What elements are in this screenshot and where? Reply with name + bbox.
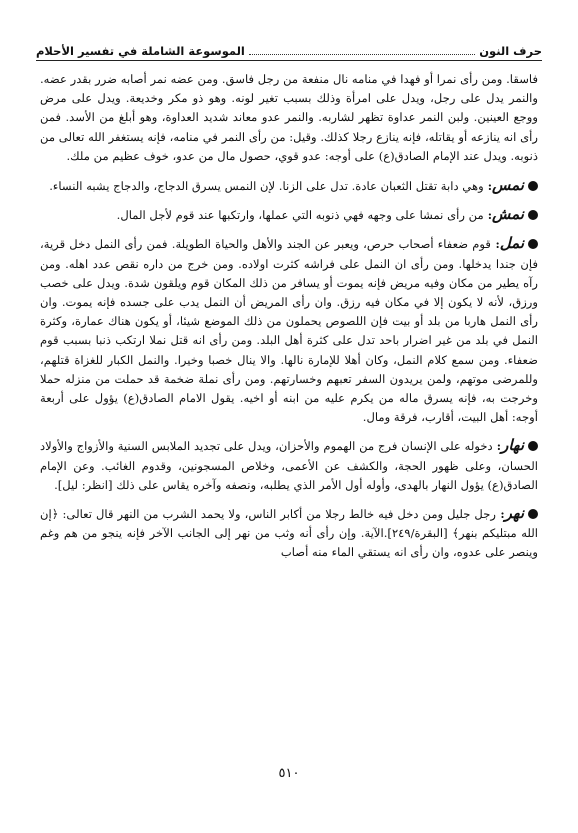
bullet-icon	[528, 509, 538, 519]
entry-text: من رأى نمشا على وجهه فهي ذنوبه التي عملها، وارتكبها عند قوم لأجل المال.	[116, 208, 484, 223]
entry-text: دخوله على الإنسان فرج من الهموم والأحزان، ويدل على تجديد الملابس السنية والأزواج والأولاد الحسان، وعلى ظهور الحجة، والكشف عن الأعمى، وخلاص المسجونين، وقدوم الغائب. وعن الإمام الصادق(ع) يؤول النهار بالهدى، وأوله أول الأمر الذي يطلبه، ونصفه وآخره يقاس على ذلك [انظر: ليل].	[40, 439, 538, 492]
header-book-title: الموسوعة الشاملة في تفسير الأحلام	[36, 44, 245, 58]
entry-term: نمش	[492, 205, 524, 224]
bullet-icon	[528, 441, 538, 451]
entry-namash: نمش: من رأى نمشا على وجهه فهي ذنوبه التي عملها، وارتكبها عند قوم لأجل المال.	[40, 205, 538, 225]
entry-term: نهار	[501, 436, 524, 455]
bullet-icon	[528, 181, 538, 191]
entry-nahar: نهار: دخوله على الإنسان فرج من الهموم والأحزان، ويدل على تجديد الملابس السنية والأزواج والأولاد الحسان، وعلى ظهور الحجة، والكشف عن الأعمى، وخلاص المسجونين، وقدوم الغائب. وعن الإمام الصادق(ع) يؤول النهار بالهدى، وأوله أول الأمر الذي يطلبه، ونصفه وآخره يقاس على ذلك [انظر: ليل].	[40, 436, 538, 492]
bullet-icon	[528, 210, 538, 220]
entry-text: قوم ضعفاء أصحاب حرص، ويعبر عن الجند والأهل والحياة الطويلة. فمن رأى النمل دخل قرية، فإن جندا يدخلها. ومن رأى ان النمل على فراشه كثرت اولاده. ومن خرج من داره نقص عدد اهله. ومن رآه يطير من مكان وفيه مريض فإنه يموت أو يسافر من ذلك المكان قوم ويلقون شدة. ويدل على خصب ورزق، لأنه لا يكون إلا في مكان فيه رزق. وان رأى المريض أن النمل يدب على جسده فإنه يموت. وان رأى النمل هاربا من بلد أو بيت فإن اللصوص يحملون من ذلك الموضع شيئا، أو يكون هناك عمارة، وكثرة النمل في بلد من غير اضرار باحد تدل على كثرة أهل البلد. ومن رأى انه قتل نملا ارتكب ذنبا بسبب قوم ضعفاء. ومن سمع كلام النمل، وكان أهلا للإمارة نالها. والا ينال خصبا وخيرا. والنمل الكبار للغزاة قتلهم، وللمرضى موتهم، ولمن يريدون السفر تعبهم وخسارتهم. ومن رأى نملة ضخمة قد حملت من منزله حملا وخرجت به، فإنه يسرق ماله من يكرم عليه من ابنه أو اخيه. يقول الامام الصادق(ع) يؤول على أربعة أوجه: أهل البيت، أقارب، فرقة ومال.	[40, 237, 538, 425]
entry-term: نهر	[504, 504, 524, 523]
entry-naml: نمل: قوم ضعفاء أصحاب حرص، ويعبر عن الجند والأهل والحياة الطويلة. فمن رأى النمل دخل قرية، فإن جندا يدخلها. ومن رأى ان النمل على فراشه كثرت اولاده. ومن خرج من داره نقص عدد اهله. ومن رآه يطير من مكان وفيه مريض فإنه يموت أو يسافر من ذلك المكان قوم ويلقون شدة. ويدل على خصب ورزق، لأنه لا يكون إلا في مكان فيه رزق. وان رأى المريض أن النمل يدب على جسده فإنه يموت. وان رأى النمل هاربا من بلد أو بيت فإن اللصوص يحملون من ذلك الموضع شيئا، أو يكون هناك عمارة، وكثرة النمل في بلد من غير اضرار باحد تدل على كثرة أهل البلد. ومن رأى انه قتل نملا ارتكب ذنبا بسبب قوم ضعفاء. ومن سمع كلام النمل، وكان أهلا للإمارة نالها. والا ينال خصبا وخيرا. والنمل الكبار للغزاة قتلهم، وللمرضى موتهم، ولمن يريدون السفر تعبهم وخسارتهم. ومن رأى نملة ضخمة قد حملت من منزله حملا وخرجت به، فإنه يسرق ماله من يكرم عليه من ابنه أو اخيه. يقول الامام الصادق(ع) يؤول على أربعة أوجه: أهل البيت، أقارب، فرقة ومال.	[40, 234, 538, 425]
entry-term: نمل	[499, 234, 524, 253]
running-header	[36, 38, 542, 58]
bullet-icon	[528, 239, 538, 249]
intro-paragraph: فاسقا. ومن رأى نمرا أو فهدا في منامه نال منفعة من رجل فاسق. ومن عضه نمر أصابه ضرر بقدر عضه. والنمر يدل على رجل، ويدل على امرأة وذلك بسبب تغير لونه. وهو ذو مكر وخديعة. ويدل على مرض ووجع العينين. ولبن النمر عداوة تظهر لشاربه. والنمر عدو معاند شديد العداوة، وهو أبلغ من الأسد. فمن رأى انه ينازعه أو يقاتله، فإنه ينازع رجلا كذلك. وقيل: من رأى النمر في منامه، فإنه يستغفر الله تعالى من ذنوبه. ويدل عند الإمام الصادق(ع) على أوجه: عدو قوي، حصول مال من عدو، خوف عظيم من ملك.	[40, 72, 538, 163]
header-dot-leader	[249, 54, 475, 55]
header-section: حرف النون	[479, 44, 542, 58]
entry-text: وهي دابة تقتل الثعبان عادة. تدل على الزنا. لإن النمس يسرق الدجاج، والدجاج يشبه النساء.	[49, 179, 484, 194]
header-rule	[36, 60, 542, 61]
page-number: ٥١٠	[278, 766, 300, 781]
entry-term: نمس	[492, 176, 524, 195]
entry-text: رجل جليل ومن دخل فيه خالط رجلا من أكابر الناس، ولا يحمد الشرب من النهر قال تعالى: ﴿إن الله مبتليكم بنهر﴾ [البقرة/٢٤٩].الآية. وإن رأى أنه وثب من نهر إلى الجانب الآخر فإنه ينجو من هم وغم وينصر على عدوه، وان رأى انه يستقي الماء منه أصاب	[40, 507, 538, 560]
entry-nahr: نهر: رجل جليل ومن دخل فيه خالط رجلا من أكابر الناس، ولا يحمد الشرب من النهر قال تعالى: ﴿إن الله مبتليكم بنهر﴾ [البقرة/٢٤٩].الآية. وإن رأى أنه وثب من نهر إلى الجانب الآخر فإنه ينجو من هم وغم وينصر على عدوه، وان رأى انه يستقي الماء منه أصاب	[40, 504, 538, 560]
page-body	[40, 70, 538, 572]
entry-nims: نمس: وهي دابة تقتل الثعبان عادة. تدل على الزنا. لإن النمس يسرق الدجاج، والدجاج يشبه النساء.	[40, 176, 538, 196]
